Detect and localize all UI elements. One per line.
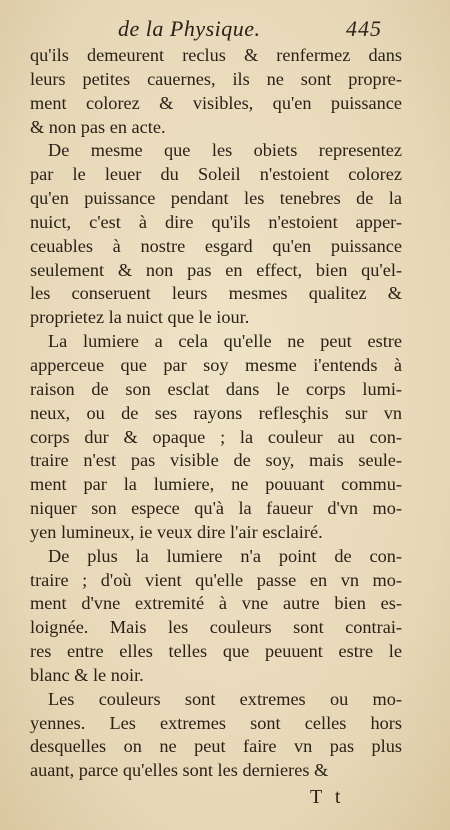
text-line: traire ; d'où vient qu'elle passe en vn mo- <box>30 569 402 590</box>
text-line: leurs petites cauernes, ils ne sont propre- <box>30 68 402 89</box>
text-line: ment par la lumiere, ne pouuant commu- <box>30 474 402 495</box>
text-line: nuict, c'est à dire qu'ils n'estoient apper- <box>30 211 402 232</box>
text-line: niquer son espece qu'à la faueur d'vn mo- <box>30 498 402 519</box>
text-line: neux, ou de ses rayons reflesçhis sur vn <box>30 402 402 423</box>
text-line: corps dur & opaque ; la couleur au con- <box>30 426 402 447</box>
text-line: loignée. Mais les couleurs sont contrai- <box>30 617 402 638</box>
text-line: ment colorez & visibles, qu'en puissance <box>30 92 402 113</box>
text-line: ment d'vne extremité à vne autre bien es- <box>30 593 402 614</box>
text-line: les conseruent leurs mesmes qualitez & <box>30 283 402 304</box>
signature-mark: T t <box>310 786 345 808</box>
text-line: De mesme que les obiets representez <box>48 140 402 161</box>
text-line: qu'ils demeurent reclus & renfermez dans <box>30 45 402 65</box>
body-text <box>30 44 402 783</box>
text-line: La lumiere a cela qu'elle ne peut estre <box>48 331 402 352</box>
text-line: par le leuer du Soleil n'estoient colorez <box>30 164 402 185</box>
page-footer <box>0 786 450 812</box>
text-line: auant, parce qu'elles sont les dernieres & <box>30 760 329 781</box>
text-line: blanc & le noir. <box>30 664 144 685</box>
text-line: desquelles on ne peut faire vn pas plus <box>30 736 402 757</box>
text-line: res entre elles telles que peuuent estre le <box>30 641 402 662</box>
text-line: & non pas en acte. <box>30 116 166 137</box>
text-line: qu'en puissance pendant les tenebres de la <box>30 188 402 209</box>
text-line: Les couleurs sont extremes ou mo- <box>48 688 402 709</box>
text-line: raison de son esclat dans le corps lumi- <box>30 378 402 399</box>
text-line: yennes. Les extremes sont celles hors <box>30 712 402 733</box>
text-line: apperceue que par soy mesme i'entends à <box>30 354 402 375</box>
text-line: yen lumineux, ie veux dire l'air esclairé. <box>30 521 323 542</box>
text-line: seulement & non pas en effect, bien qu'el- <box>30 259 402 280</box>
text-line: proprietez la nuict que le iour. <box>30 307 250 328</box>
text-line: De plus la lumiere n'a point de con- <box>48 545 402 566</box>
page-header <box>0 14 450 44</box>
running-head: de la Physique. <box>118 16 261 41</box>
text-line: traire n'est pas visible de soy, mais seule- <box>30 450 402 471</box>
text-line: ceuables à nostre esgard qu'en puissance <box>30 235 402 256</box>
page-number: 445 <box>346 16 382 41</box>
